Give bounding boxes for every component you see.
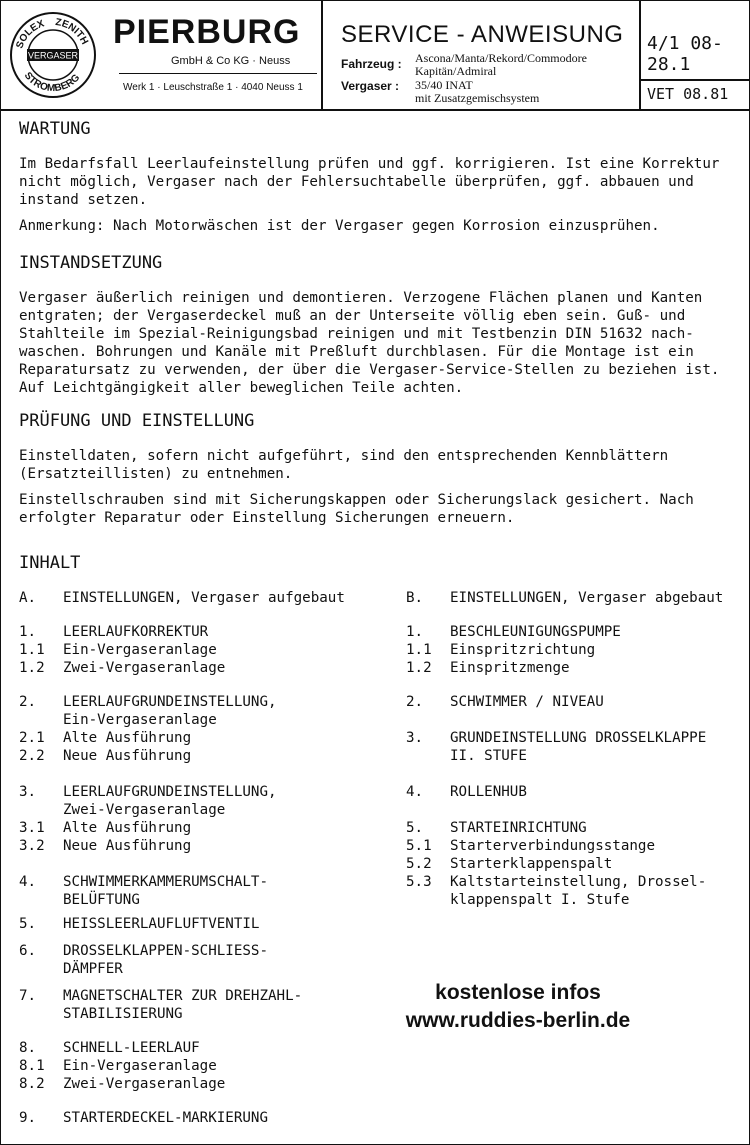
company-address: Werk 1 · Leuschstraße 1 · 4040 Neuss 1	[123, 82, 303, 93]
document-version: VET 08.81	[647, 85, 729, 103]
paragraph-line: Reparatursatz zu verwenden, der über die Vergaser-Service-Stellen zu beziehen ist.	[19, 362, 720, 378]
toc-number: 1.2	[19, 660, 45, 676]
toc-number: 3.	[406, 730, 424, 746]
toc-entry: GRUNDEINSTELLUNG DROSSELKLAPPE	[450, 730, 707, 746]
toc-entry: Neue Ausführung	[63, 748, 192, 764]
fahrzeug-value: Ascona/Manta/Rekord/Commodore	[415, 51, 587, 65]
section-heading-wartung: WARTUNG	[19, 119, 91, 139]
toc-entry: Ein-Vergaseranlage	[63, 712, 217, 728]
paragraph-line: erfolgter Reparatur oder Einstellung Sicherungen erneuern.	[19, 510, 515, 526]
fahrzeug-label: Fahrzeug :	[341, 57, 402, 71]
header-divider	[639, 1, 641, 109]
brand-name: PIERBURG	[113, 13, 301, 51]
toc-number: 3.2	[19, 838, 45, 854]
vergaser-value: 35/40 INAT	[415, 78, 473, 92]
toc-number: 5.1	[406, 838, 432, 854]
toc-number: 8.1	[19, 1058, 45, 1074]
toc-number: 4.	[19, 874, 37, 890]
section-heading-pruefung: PRÜFUNG UND EINSTELLUNG	[19, 411, 255, 431]
toc-entry: Kaltstarteinstellung, Drossel-	[450, 874, 707, 890]
toc-entry: BESCHLEUNIGUNGSPUMPE	[450, 624, 621, 640]
toc-entry: MAGNETSCHALTER ZUR DREHZAHL-	[63, 988, 303, 1004]
header-divider	[321, 1, 323, 109]
toc-number: 2.	[406, 694, 424, 710]
toc-number: 4.	[406, 784, 424, 800]
paragraph-line: Im Bedarfsfall Leerlaufeinstellung prüfen und ggf. korrigieren. Ist eine Korrektur	[19, 156, 720, 172]
toc-entry: ROLLENHUB	[450, 784, 527, 800]
document-title: SERVICE - ANWEISUNG	[341, 21, 624, 48]
toc-number: 1.	[406, 624, 424, 640]
toc-entry: STARTEINRICHTUNG	[450, 820, 587, 836]
vergaser-label: Vergaser :	[341, 79, 400, 93]
toc-entry: II. STUFE	[450, 748, 527, 764]
toc-entry: DROSSELKLAPPEN-SCHLIESS-	[63, 943, 268, 959]
toc-entry: Ein-Vergaseranlage	[63, 642, 217, 658]
toc-number: 5.3	[406, 874, 432, 890]
toc-number: 6.	[19, 943, 37, 959]
toc-entry: SCHWIMMERKAMMERUMSCHALT-	[63, 874, 268, 890]
solex-zenith-stromberg-logo	[9, 11, 97, 99]
toc-entry: DÄMPFER	[63, 961, 123, 977]
promo-text: kostenlose infos	[435, 981, 601, 1004]
toc-number: 5.	[406, 820, 424, 836]
logo-text-stromberg: STROMBERG	[21, 70, 83, 95]
toc-number: 8.2	[19, 1076, 45, 1092]
toc-number: 8.	[19, 1040, 37, 1056]
toc-entry: Ein-Vergaseranlage	[63, 1058, 217, 1074]
toc-entry: STARTERDECKEL-MARKIERUNG	[63, 1110, 268, 1126]
toc-number: 7.	[19, 988, 37, 1004]
toc-entry: Einspritzmenge	[450, 660, 570, 676]
toc-number: 5.	[19, 916, 37, 932]
paragraph-line: Anmerkung: Nach Motorwäschen ist der Vergaser gegen Korrosion einzusprühen.	[19, 218, 660, 234]
toc-entry: Zwei-Vergaseranlage	[63, 1076, 226, 1092]
paragraph-line: instand setzen.	[19, 192, 148, 208]
document-number: 4/1 08-28.1	[647, 33, 723, 75]
toc-number: B.	[406, 590, 424, 606]
logo-text-solex: SOLEX	[14, 18, 46, 51]
toc-number: 2.1	[19, 730, 45, 746]
toc-entry: EINSTELLUNGEN, Vergaser abgebaut	[450, 590, 724, 606]
toc-entry: Zwei-Vergaseranlage	[63, 802, 226, 818]
vergaser-value: mit Zusatzgemischsystem	[415, 91, 540, 105]
promo-url: www.ruddies-berlin.de	[405, 1009, 631, 1032]
fahrzeug-value: Kapitän/Admiral	[415, 64, 497, 78]
toc-entry: Einspritzrichtung	[450, 642, 596, 658]
paragraph-line: Auf Leichtgängigkeit aller beweglichen Teile achten.	[19, 380, 464, 396]
paragraph-line: (Ersatzteillisten) zu entnehmen.	[19, 466, 293, 482]
toc-number: 3.1	[19, 820, 45, 836]
toc-entry: EINSTELLUNGEN, Vergaser aufgebaut	[63, 590, 345, 606]
toc-number: A.	[19, 590, 37, 606]
toc-entry: SCHWIMMER / NIVEAU	[450, 694, 604, 710]
paragraph-line: nicht möglich, Vergaser nach der Fehlersuchtabelle überprüfen, ggf. abbauen und	[19, 174, 694, 190]
toc-entry: LEERLAUFGRUNDEINSTELLUNG,	[63, 694, 277, 710]
toc-entry: Alte Ausführung	[63, 730, 192, 746]
toc-entry: LEERLAUFGRUNDEINSTELLUNG,	[63, 784, 277, 800]
paragraph-line: entgraten; der Vergaserdeckel muß an der Unterseite völlig eben sein. Guß- und	[19, 308, 686, 324]
toc-entry: BELÜFTUNG	[63, 892, 140, 908]
divider	[119, 73, 317, 74]
toc-entry: STABILISIERUNG	[63, 1006, 183, 1022]
paragraph-line: Vergaser äußerlich reinigen und demontieren. Verzogene Flächen planen und Kanten	[19, 290, 703, 306]
header-divider	[641, 79, 749, 81]
toc-number: 3.	[19, 784, 37, 800]
section-heading-inhalt: INHALT	[19, 553, 81, 573]
company-name: GmbH & Co KG · Neuss	[171, 55, 291, 67]
paragraph-line: Einstellschrauben sind mit Sicherungskappen oder Sicherungslack gesichert. Nach	[19, 492, 694, 508]
header	[1, 1, 749, 111]
svg-text:ZENITH	[55, 17, 90, 47]
toc-entry: SCHNELL-LEERLAUF	[63, 1040, 200, 1056]
toc-number: 2.2	[19, 748, 45, 764]
paragraph-line: Einstelldaten, sofern nicht aufgeführt, sind den entsprechenden Kennblättern	[19, 448, 669, 464]
toc-entry: klappenspalt I. Stufe	[450, 892, 630, 908]
toc-number: 1.1	[406, 642, 432, 658]
toc-entry: Alte Ausführung	[63, 820, 192, 836]
toc-number: 5.2	[406, 856, 432, 872]
toc-entry: Starterklappenspalt	[450, 856, 613, 872]
toc-number: 9.	[19, 1110, 37, 1126]
toc-entry: Starterverbindungsstange	[450, 838, 655, 854]
toc-entry: Zwei-Vergaseranlage	[63, 660, 226, 676]
logo-text-zenith: ZENITH	[54, 17, 91, 47]
toc-entry: LEERLAUFKORREKTUR	[63, 624, 209, 640]
toc-entry: Neue Ausführung	[63, 838, 192, 854]
paragraph-line: Stahlteile im Spezial-Reinigungsbad reinigen und mit Testbenzin DIN 51632 nach-	[19, 326, 694, 342]
logo-text-vergaser: VERGASER	[27, 50, 79, 61]
toc-number: 2.	[19, 694, 37, 710]
toc-entry: HEISSLEERLAUFLUFTVENTIL	[63, 916, 260, 932]
toc-number: 1.1	[19, 642, 45, 658]
toc-number: 1.2	[406, 660, 432, 676]
toc-number: 1.	[19, 624, 37, 640]
section-heading-instandsetzung: INSTANDSETZUNG	[19, 253, 163, 273]
paragraph-line: waschen. Bohrungen und Kanäle mit Preßluft durchblasen. Für die Montage ist ein	[19, 344, 694, 360]
